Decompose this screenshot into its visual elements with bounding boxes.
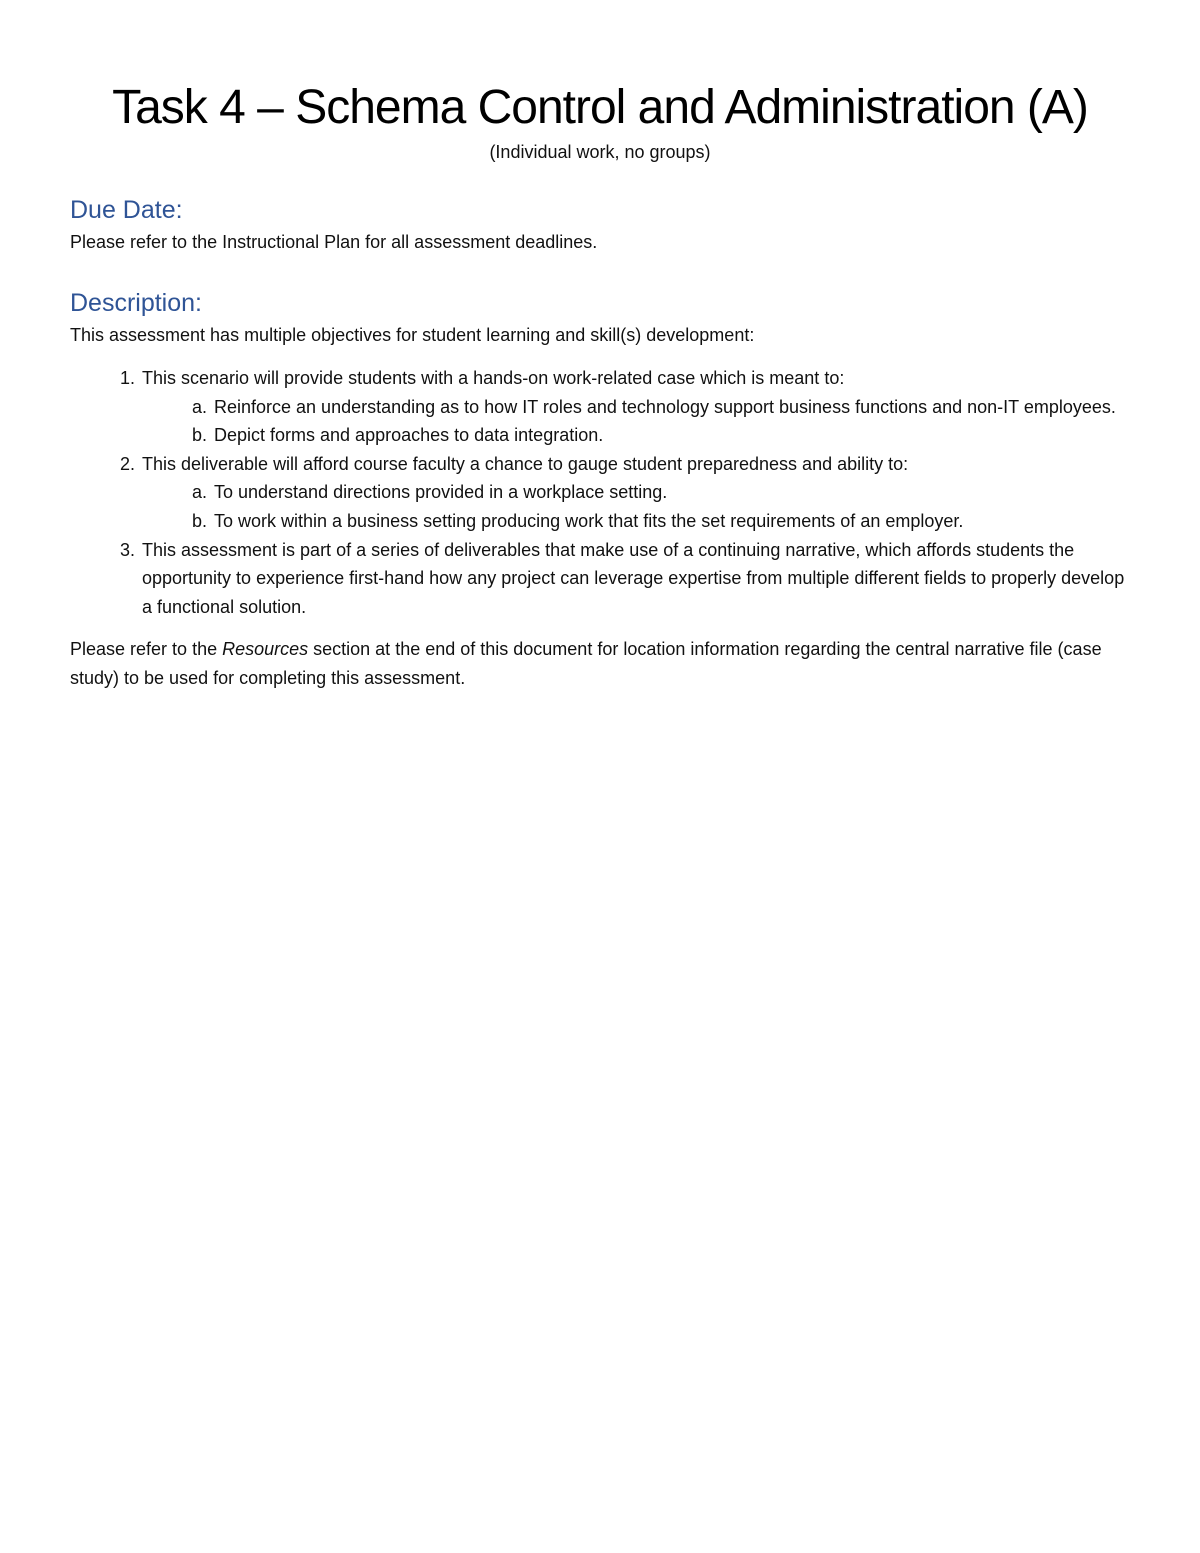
due-date-text: Please refer to the Instructional Plan for all assessment deadlines. (70, 232, 598, 252)
objective-item-1 (140, 364, 1130, 450)
due-date-heading: Due Date: (70, 196, 183, 224)
closing-paragraph (70, 635, 1130, 693)
resources-reference: Resources (222, 639, 309, 660)
closing-text-end: section at the end of this document for location information regarding the central narrative file (case study) to be used for completing this assessment. (70, 639, 1102, 689)
sub-objective-item: a. Reinforce an understanding as to how IT roles and technology support business functions and non-IT employees. (212, 393, 1130, 422)
objective-item-3 (140, 536, 1130, 622)
objectives-list (70, 364, 1130, 621)
sub-objective-item: a. To understand directions provided in a workplace setting. (212, 478, 1130, 507)
sub-objective-item: b. To work within a business setting producing work that fits the set requirements of an employer. (212, 507, 1130, 536)
objective-text: This scenario will provide students with a hands-on work-related case which is meant to: (142, 368, 845, 388)
document-title: Task 4 – Schema Control and Administration (A) (112, 81, 1088, 134)
document-subtitle: (Individual work, no groups) (489, 142, 711, 162)
objective-sublist (142, 478, 1130, 535)
sub-objective-item: b. Depict forms and approaches to data integration. (212, 421, 1130, 450)
objective-text: This assessment is part of a series of deliverables that make use of a continuing narrative, which affords students the opportunity to experience first-hand how any project can leverage expertise from multiple different fields to properly develop a functional solution. (142, 539, 1125, 617)
objective-item-2 (140, 450, 1130, 536)
objective-sublist (142, 393, 1130, 450)
closing-text-start: Please refer to the (70, 639, 223, 660)
objective-text: This deliverable will afford course faculty a chance to gauge student preparedness and ability to: (142, 453, 909, 474)
description-heading: Description: (70, 289, 202, 317)
description-intro: This assessment has multiple objectives for student learning and skill(s) development: (70, 325, 755, 345)
